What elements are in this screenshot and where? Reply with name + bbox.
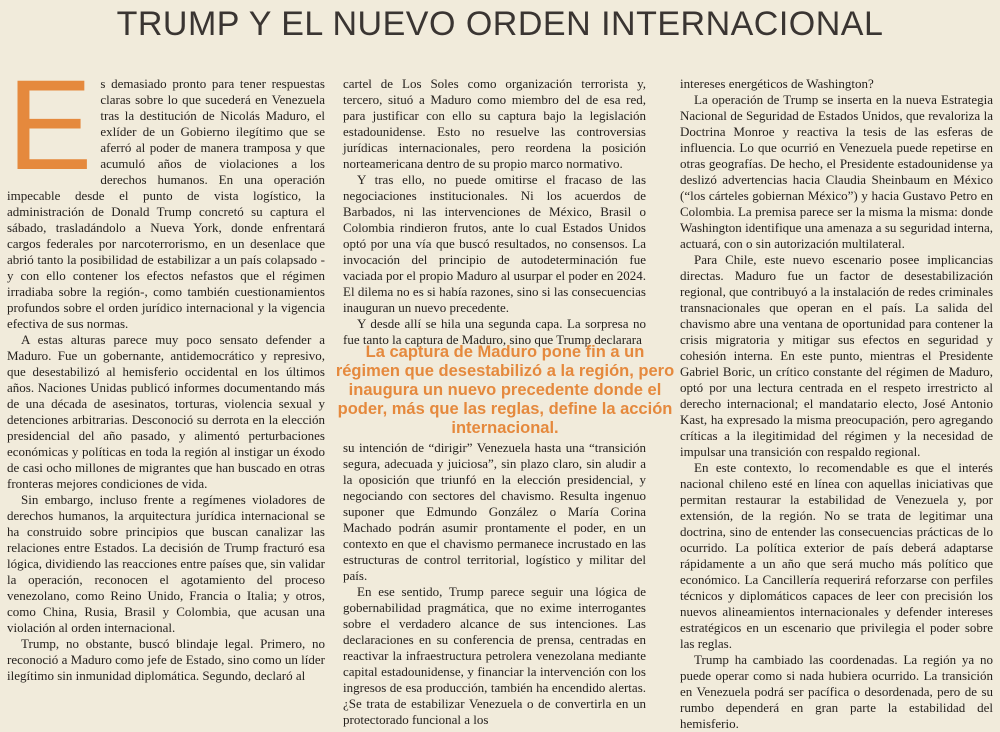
paragraph: Trump ha cambiado las coordenadas. La región ya no puede operar como si nada hubiera ocurrido. La transición en Venezuela podrá ser pacífica o desordenada, pero de su rumbo dependerá en gran parte la estabilidad del hemisferio. (680, 652, 993, 731)
paragraph: cartel de Los Soles como organización terrorista y, tercero, situó a Maduro como miembro del de esa red, para justificar con ello su captura bajo la legislación estadounidense. Esto no resuelve las controversias jurídicas internacionales, pero reordena la posición norteamericana dentro de su propio marco normativo. (343, 76, 646, 171)
article-column-3 (680, 76, 993, 732)
paragraph: Para Chile, este nuevo escenario posee implicancias directas. Maduro fue un factor de desestabilización regional, que contribuyó a la instalación de redes criminales transnacionales que operan en el país. La salida del chavismo abre una ventana de oportunidad para contener la crisis migratoria y mitigar sus efectos en seguridad y cohesión interna. En este punto, mientras el Presidente Gabriel Boric, un crítico constante del régimen de Maduro, optó por una lectura centrada en el respeto irrestricto al derecho internacional; el mandatario electo, José Antonio Kast, ha expresado la misma preocupación, pero agregando críticas a la ilegitimidad del régimen y la necesidad de impulsar una transición con respaldo regional. (680, 252, 993, 459)
article-title: TRUMP Y EL NUEVO ORDEN INTERNACIONAL (116, 5, 884, 43)
paragraph: s demasiado pronto para tener respuestas claras sobre lo que sucederá en Venezuela tras la destitución de Nicolás Maduro, el exlíder de un Gobierno ilegítimo que se aferró al poder de manera tramposa y que acumuló años de violaciones a los derechos humanos. En una operación impecable desde el punto de vista logístico, la administración de Donald Trump concretó su captura el sábado, trasladándolo a Nueva York, donde enfrentará cargos federales por narcoterrorismo, en un desenlace que abrió tanto la posibilidad de estabilizar a un país colapsado -y con ello contener los efectos nefastos que el régimen irradiaba sobre la región-, como también cuestionamientos profundos sobre el orden jurídico internacional y la vigencia efectiva de sus normas. (7, 76, 325, 331)
drop-cap: E (7, 54, 93, 197)
pull-quote: La captura de Maduro pone fin a un régimen que desestabilizó a la región, pero inaugura un nuevo precedente donde el poder, más que las reglas, define la acción internacional. (335, 343, 675, 437)
paragraph: En ese sentido, Trump parece seguir una lógica de gobernabilidad pragmática, que no exime interrogantes sobre el verdadero alcance de sus intenciones. Las declaraciones en su conferencia de prensa, centradas en reactivar la infraestructura petrolera venezolana mediante capital estadounidense, y financiar la intervención con los ingresos de esa producción, también ha encendido alertas. ¿Se trata de estabilizar Venezuela o de convertirla en un protectorado funcional a los (343, 584, 646, 727)
paragraph: intereses energéticos de Washington? (680, 76, 874, 91)
paragraph: Y desde allí se hila una segunda capa. La sorpresa no fue tanto la captura de Maduro, sino que Trump declarara (343, 316, 646, 347)
paragraph: Sin embargo, incluso frente a regímenes violadores de derechos humanos, la arquitectura jurídica internacional se ha construido sobre principios que buscan canalizar las relaciones entre Estados. La decisión de Trump fracturó esa lógica, dividiendo las reacciones entre países que, sin validar la operación, reconocen el agotamiento del proceso venezolano, como Reino Unido, Francia o Italia; y otros, como China, Rusia, Brasil y Colombia, que acusan una violación al orden internacional. (7, 492, 325, 635)
paragraph: La operación de Trump se inserta en la nueva Estrategia Nacional de Seguridad de Estados Unidos, que revaloriza la Doctrina Monroe y reactiva la tesis de las esferas de influencia. Lo que ocurrió en Venezuela puede repetirse en otras geografías. De hecho, el Presidente estadounidense ya deslizó advertencias hacia Claudia Sheinbaum en México (“los cárteles gobiernan México”) y hacia Gustavo Petro en Colombia. La premisa parece ser la misma la misma: donde Washington identifique una amenaza a su seguridad interna, actuará, con o sin autorización multilateral. (680, 92, 993, 251)
article-column-1 (7, 54, 325, 684)
paragraph: A estas alturas parece muy poco sensato defender a Maduro. Fue un gobernante, antidemocrático y represivo, que desestabilizó al hemisferio occidental en los últimos años. Naciones Unidas publicó informes documentando más de una década de asesinatos, torturas, violencia sexual y detenciones arbitrarias. Desconoció su derrota en la elección presidencial del año pasado, y alimentó perturbaciones económicas y políticas en toda la región al instigar un éxodo de casi ocho millones de migrantes que han buscado en otras fronteras mejores condiciones de vida. (7, 332, 325, 491)
paragraph: Y tras ello, no puede omitirse el fracaso de las negociaciones institucionales. Ni los acuerdos de Barbados, ni las intervenciones de México, Brasil o Colombia rindieron frutos, ante lo cual Estados Unidos optó por una vía que buscó resultados, no consensos. La invocación del principio de autodeterminación fue vaciada por el propio Maduro al usurpar el poder en 2024. El dilema no es si había razones, sino si las consecuencias inauguran un nuevo precedente. (343, 172, 646, 315)
paragraph: Trump, no obstante, buscó blindaje legal. Primero, no reconoció a Maduro como jefe de Estado, sino como un líder ilegítimo sin inmunidad diplomática. Segundo, declaró al (7, 636, 325, 683)
article-column-2-top (343, 76, 646, 348)
paragraph: su intención de “dirigir” Venezuela hasta una “transición segura, adecuada y juiciosa”, sin plazo claro, sin aludir a la oposición que triunfó en la elección presidencial, y negociando con sectores del chavismo. Resulta ingenuo suponer que Edmundo González o María Corina Machado podrán asumir prontamente el poder, en un contexto en que el chavismo permanece incrustado en las estructuras de control territorial, logístico y militar del país. (343, 440, 646, 583)
article-column-2-bottom (343, 440, 646, 728)
paragraph: En este contexto, lo recomendable es que el interés nacional chileno esté en línea con aquellas iniciativas que permitan restaurar la estabilidad de Venezuela y, por extensión, de la región. No se trata de legitimar una doctrina, sino de entender las consecuencias prácticas de lo ocurrido. La política exterior de país deberá adaptarse rápidamente a un año que será mucho más político que económico. La Cancillería requerirá reforzarse con perfiles técnicos y diplomáticos capaces de leer con precisión los nuevos alineamientos internacionales y defender intereses estratégicos en un escenario que privilegia el poder sobre las reglas. (680, 460, 993, 651)
